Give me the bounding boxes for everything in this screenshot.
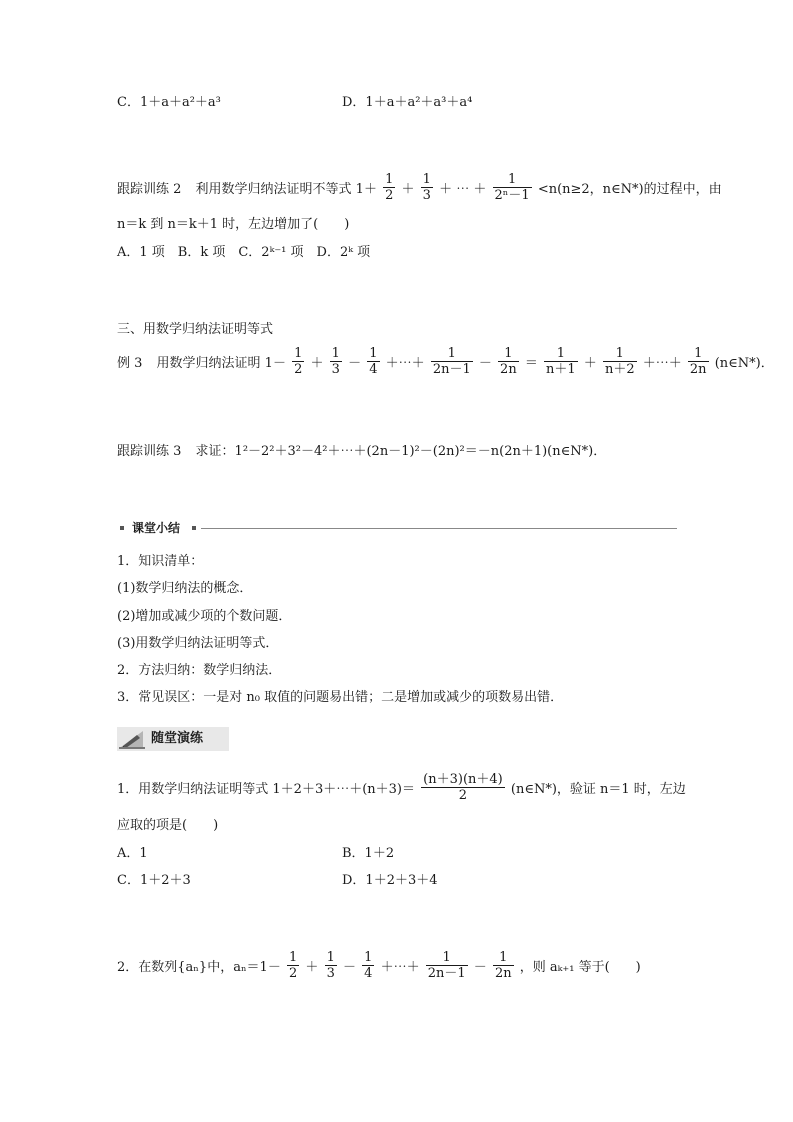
- tx2-options: A．1 项 B．k 项 C．2ᵏ⁻¹ 项 D．2ᵏ 项: [117, 245, 371, 260]
- q1-lead: 1．用数学归纳法证明等式 1＋2＋3＋⋯＋(n＋3)＝: [117, 782, 416, 797]
- divider: [201, 528, 677, 529]
- q1-frac: $\frac{(n+3)(n+4)}{2}$: [423, 772, 503, 803]
- tx2-label: 跟踪训练 2: [117, 182, 182, 197]
- q1-line1: [117, 772, 686, 803]
- summary-item: (2)增加或减少项的个数问题．: [117, 609, 292, 624]
- bullet-square-icon: [192, 526, 196, 530]
- summary-item: 1．知识清单：: [117, 554, 204, 569]
- section-3-title: 三、用数学归纳法证明等式: [117, 322, 274, 337]
- tx2-tail: <n(n≥2，n∈N*)的过程中，由: [537, 182, 722, 197]
- summary-item: (1)数学归纳法的概念．: [117, 581, 253, 596]
- summary-item: 3．常见误区：一是对 n₀ 取值的问题易出错；二是增加或减少的项数易出错．: [117, 690, 564, 705]
- q1-option-d: D．1＋2＋3＋4: [342, 873, 438, 888]
- tx3-line: [117, 442, 606, 462]
- tx2-frac-n: $\frac{1}{\text{2ⁿ－1}}$: [494, 172, 530, 203]
- q1-option-b: B．1＋2: [342, 846, 395, 861]
- ex3-line: 例 3 用数学归纳法证明 1－ $\frac{1}{2}$ ＋ $\frac{1}{3}$ － $\frac{1}{4}$ ＋⋯＋ $\frac{1}{2n-1}$ － $\frac{1}{2n}$ ＝ $\frac{1}{n+1}$ ＋ $\frac{1}{n+2}$ ＋⋯＋ $\frac{1}{2n}$ (n∈N*)．: [117, 346, 774, 377]
- q1-option-c: C．1＋2＋3: [117, 873, 191, 888]
- pencil-icon: [119, 729, 145, 749]
- tx2-line2: n＝k 到 n＝k＋1 时，左边增加了( ): [117, 217, 350, 232]
- ex3-label: 例 3: [117, 356, 143, 371]
- q2-line: 2．在数列{aₙ}中，aₙ＝1－ $\frac{1}{2}$ ＋ $\frac{1}{3}$ － $\frac{1}{4}$ ＋⋯＋ $\frac{1}{2n-1}$ － $\frac{1}{2n}$ ，则 aₖ₊₁ 等于( ): [117, 950, 641, 981]
- practice-banner: [117, 727, 229, 751]
- tx2-frac-2: $\frac{1}{3}$: [422, 172, 431, 203]
- tx3-text: 求证：1²－2²＋3²－4²＋⋯＋(2n－1)²－(2n)²＝－n(2n＋1)(n∈N*)．: [195, 444, 607, 459]
- bullet-square-icon: [120, 526, 124, 530]
- tx2-lead: 利用数学归纳法证明不等式 1＋: [195, 182, 377, 197]
- option-c: C．1＋a＋a²＋a³: [117, 95, 221, 110]
- option-d: D．1＋a＋a²＋a³＋a⁴: [342, 95, 473, 110]
- q1-line2: 应取的项是( ): [117, 818, 219, 833]
- summary-title: 课堂小结: [132, 521, 181, 535]
- tx2-line1: 跟踪训练 2 利用数学归纳法证明不等式 1＋ $\frac{1}{2}$ ＋ $\frac{1}{3}$ ＋ ⋯ ＋ $\frac{1}{\text{2ⁿ－1}}$ <n(n≥2，n∈N*)的过程中，由: [117, 172, 722, 203]
- summary-item: (3)用数学归纳法证明等式．: [117, 636, 279, 651]
- ex3-lead: 用数学归纳法证明 1－: [156, 356, 286, 371]
- q2-lead: 2．在数列{aₙ}中，aₙ＝1－: [117, 960, 281, 975]
- q1-option-a: A．1: [117, 846, 148, 861]
- summary-header: [117, 518, 677, 538]
- q1-tail: (n∈N*)，验证 n＝1 时，左边: [510, 782, 686, 797]
- summary-item: 2．方法归纳：数学归纳法．: [117, 663, 282, 678]
- tx2-frac-1: $\frac{1}{2}$: [385, 172, 394, 203]
- practice-title: 随堂演练: [151, 731, 204, 746]
- tx3-label: 跟踪训练 3: [117, 444, 182, 459]
